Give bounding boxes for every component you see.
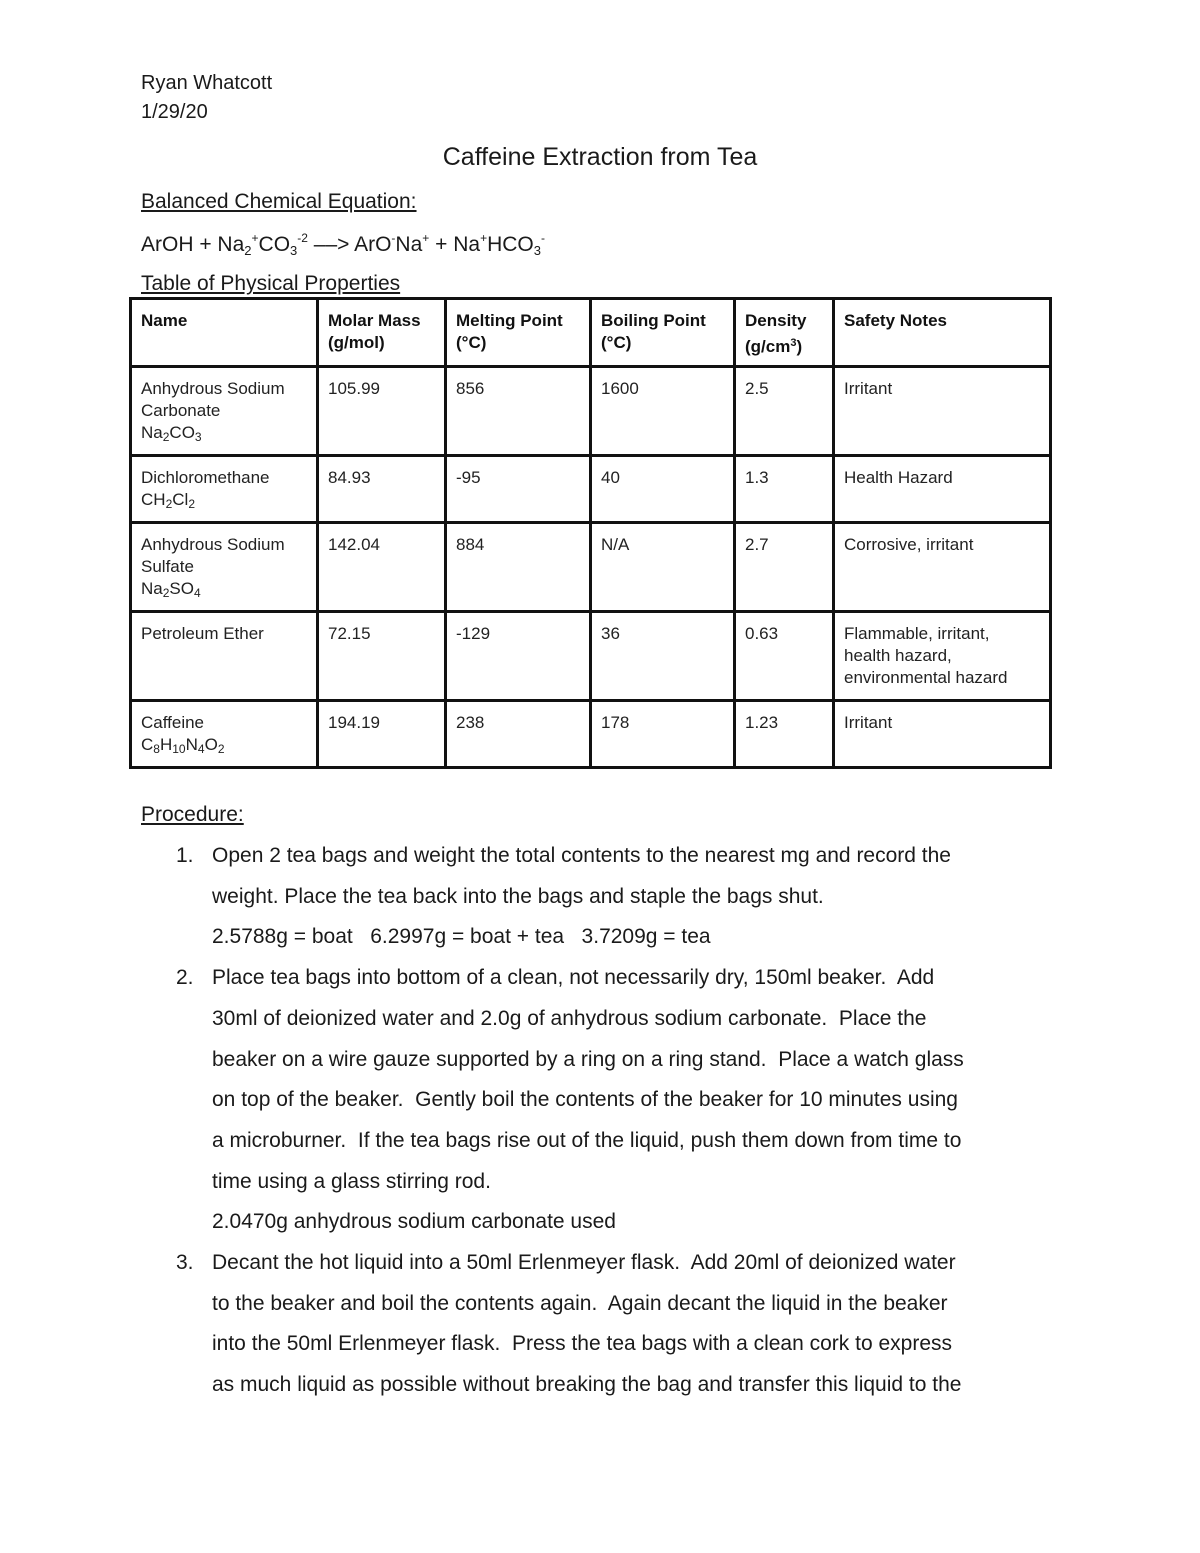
step-text: Open 2 tea bags and weight the total contents to the nearest mg and record the xyxy=(212,844,951,867)
cell-boiling-point: N/A xyxy=(591,523,735,612)
step-text: Decant the hot liquid into a 50ml Erlenmeyer flask. Add 20ml of deionized water xyxy=(212,1251,956,1275)
cell-density: 1.23 xyxy=(735,701,834,768)
cell-safety-notes: Irritant xyxy=(834,367,1051,456)
step-text: to the beaker and boil the contents again. Again decant the liquid in the beaker xyxy=(212,1291,948,1315)
chemical-equation xyxy=(141,231,545,258)
table-row xyxy=(131,612,1051,701)
cell-boiling-point: 36 xyxy=(591,612,735,701)
cell-melting-point: 884 xyxy=(446,523,591,612)
step-text: on top of the beaker. Gently boil the contents of the beaker for 10 minutes using xyxy=(212,1088,958,1112)
chemical-formula: $CH_2Cl_2$ xyxy=(141,490,195,511)
header-melting-point: Melting Point (°C) xyxy=(446,299,591,367)
equation-part: CO xyxy=(258,233,291,256)
cell-molar-mass: 142.04 xyxy=(318,523,446,612)
equation-subscript: 3 xyxy=(533,243,541,258)
step-text: beaker on a wire gauze supported by a ring on a ring stand. Place a watch glass xyxy=(212,1047,964,1071)
cell-melting-point: 856 xyxy=(446,367,591,456)
cell-melting-point: 238 xyxy=(446,701,591,768)
equation-superscript: + xyxy=(422,231,430,245)
chemical-formula: $Na_2CO_3$ xyxy=(141,423,202,444)
table-row xyxy=(131,523,1051,612)
document-date: 1/29/20 xyxy=(141,101,208,123)
header-safety-notes: Safety Notes xyxy=(834,299,1051,367)
cell-name: Dichloromethane $CH_2Cl_2$ xyxy=(131,456,318,523)
step-text: as much liquid as possible without breaking the bag and transfer this liquid to the xyxy=(212,1373,962,1397)
cell-density: 0.63 xyxy=(735,612,834,701)
step-text: 30ml of deionized water and 2.0g of anhydrous sodium carbonate. Place the xyxy=(212,1006,927,1030)
equation-superscript: + xyxy=(480,231,488,245)
cell-density: 1.3 xyxy=(735,456,834,523)
equation-superscript: -2 xyxy=(297,231,308,245)
cell-molar-mass: 194.19 xyxy=(318,701,446,768)
table-row xyxy=(131,456,1051,523)
procedure-step xyxy=(141,958,1101,1243)
table-header-row xyxy=(131,299,1051,367)
equation-subscript: 3 xyxy=(290,243,298,258)
cell-safety-notes: Health Hazard xyxy=(834,456,1051,523)
equation-superscript: - xyxy=(391,231,396,245)
equation-superscript: - xyxy=(540,231,545,245)
equation-subscript: 2 xyxy=(244,243,252,258)
equation-superscript: + xyxy=(251,231,259,245)
physical-properties-table xyxy=(129,297,1052,769)
cell-density: 2.5 xyxy=(735,367,834,456)
cell-name: Petroleum Ether xyxy=(131,612,318,701)
equation-part: ArOH + Na xyxy=(141,233,245,256)
header-molar-mass: Molar Mass (g/mol) xyxy=(318,299,446,367)
cell-name: Caffeine $C_8H_{10}N_4O_2$ xyxy=(131,701,318,768)
step-measurement: 2.0470g anhydrous sodium carbonate used xyxy=(212,1210,616,1234)
cell-boiling-point: 178 xyxy=(591,701,735,768)
step-measurement: 2.5788g = boat 6.2997g = boat + tea 3.7209g = tea xyxy=(212,925,711,949)
cell-safety-notes: Irritant xyxy=(834,701,1051,768)
procedure-list xyxy=(141,836,1101,1406)
cell-name: Anhydrous Sodium Carbonate $Na_2CO_3$ xyxy=(131,367,318,456)
cell-name: Anhydrous Sodium Sulfate $Na_2SO_4$ xyxy=(131,523,318,612)
step-text: Place tea bags into bottom of a clean, not necessarily dry, 150ml beaker. Add xyxy=(212,966,935,990)
cell-molar-mass: 84.93 xyxy=(318,456,446,523)
cell-melting-point: -95 xyxy=(446,456,591,523)
procedure-heading: Procedure: xyxy=(141,803,244,826)
table-row xyxy=(131,367,1051,456)
cell-boiling-point: 1600 xyxy=(591,367,735,456)
header-boiling-point: Boiling Point (°C) xyxy=(591,299,735,367)
step-text: a microburner. If the tea bags rise out of the liquid, push them down from time to xyxy=(212,1128,962,1152)
cell-safety-notes: Corrosive, irritant xyxy=(834,523,1051,612)
procedure-step xyxy=(141,1243,1101,1406)
chemical-formula: $C_8H_{10}N_4O_2$ xyxy=(141,735,225,756)
step-text: time using a glass stirring rod. xyxy=(212,1169,491,1193)
author-name: Ryan Whatcott xyxy=(141,72,273,94)
cell-molar-mass: 72.15 xyxy=(318,612,446,701)
document-title: Caffeine Extraction from Tea xyxy=(442,143,758,171)
equation-part: Na xyxy=(395,233,423,256)
step-number: 3. xyxy=(176,1251,194,1275)
equation-part: HCO xyxy=(487,233,534,256)
cell-density: 2.7 xyxy=(735,523,834,612)
equation-heading: Balanced Chemical Equation: xyxy=(141,190,417,213)
header-density: Density $(g/cm^3)$ xyxy=(735,299,834,367)
chemical-formula: $Na_2SO_4$ xyxy=(141,579,201,600)
table-heading: Table of Physical Properties xyxy=(141,272,401,295)
cell-melting-point: -129 xyxy=(446,612,591,701)
step-number: 2. xyxy=(176,966,194,990)
cell-safety-notes: Flammable, irritant, health hazard, environmental hazard xyxy=(834,612,1051,701)
cell-boiling-point: 40 xyxy=(591,456,735,523)
equation-part: + Na xyxy=(429,233,481,256)
table-row xyxy=(131,701,1051,768)
equation-part: ––> ArO xyxy=(307,233,392,256)
header-name: Name xyxy=(131,299,318,367)
cell-molar-mass: 105.99 xyxy=(318,367,446,456)
step-text: into the 50ml Erlenmeyer flask. Press the tea bags with a clean cork to express xyxy=(212,1332,953,1356)
step-number: 1. xyxy=(176,844,194,867)
step-text: weight. Place the tea back into the bags and staple the bags shut. xyxy=(212,884,824,908)
procedure-step xyxy=(141,836,1101,958)
